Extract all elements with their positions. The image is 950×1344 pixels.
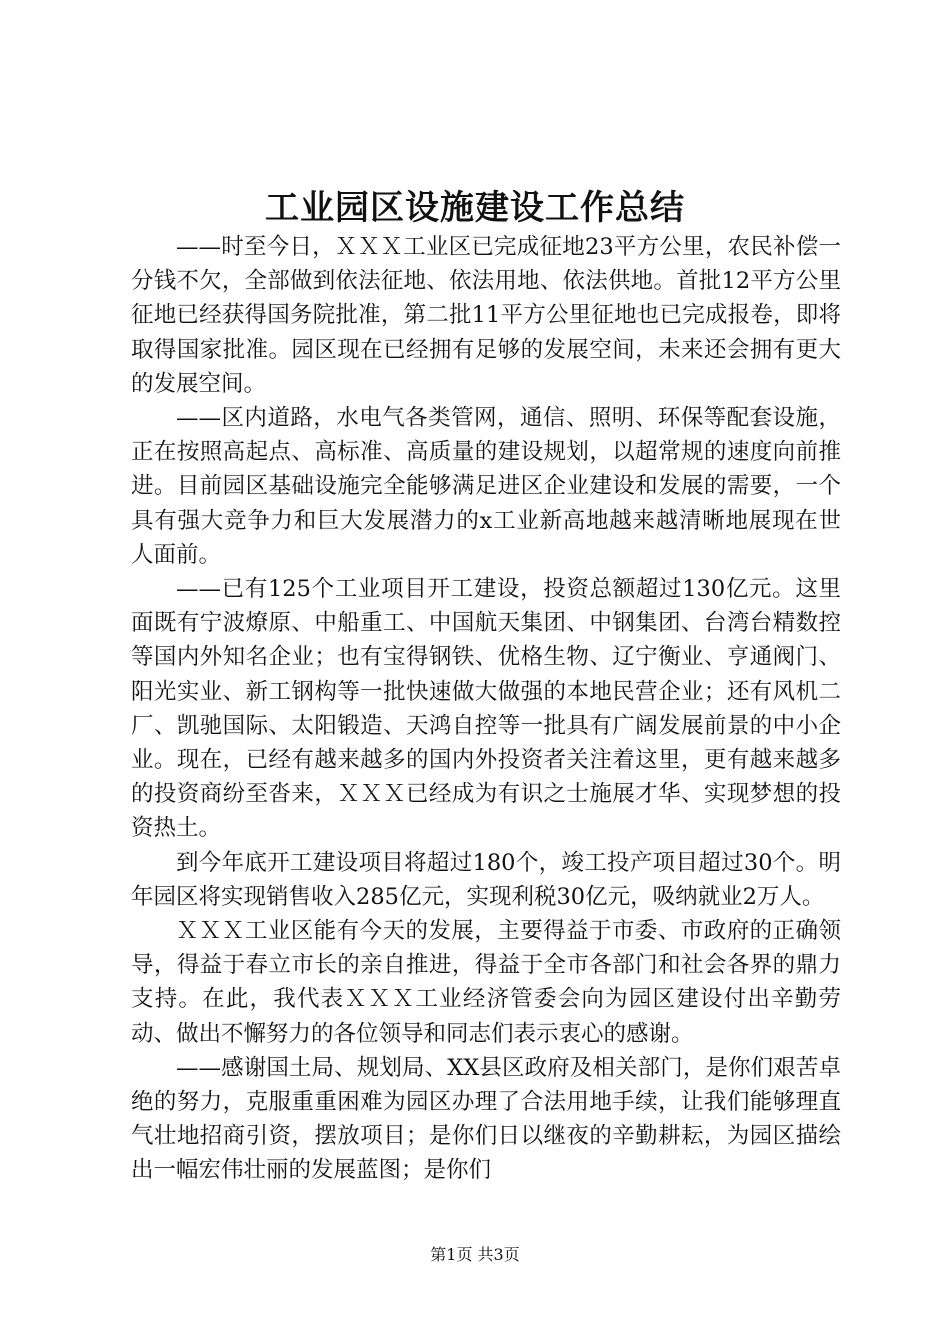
paragraph-6: ——感谢国土局、规划局、XX县区政府及相关部门，是你们艰苦卓绝的努力，克服重重困难为园区办理了合法用地手续，让我们能够理直气壮地招商引资，摆放项目；是你们日以继夜的辛勤耕耘，为园区描绘出一幅宏伟壮丽的发展蓝图；是你们 <box>131 1054 841 1184</box>
paragraph-3: ——已有125个工业项目开工建设，投资总额超过130亿元。这里面既有宁波燎原、中船重工、中国航天集团、中钢集团、台湾台精数控等国内外知名企业；也有宝得钢铁、优格生物、辽宁衡业、亨通阀门、阳光实业、新工钢构等一批快速做大做强的本地民营企业；还有风机二厂、凯驰国际、太阳锻造、天鸿自控等一批具有广阔发展前景的中小企业。现在，已经有越来越多的国内外投资者关注着这里，更有越来越多的投资商纷至沓来，ＸＸＸ已经成为有识之士施展才华、实现梦想的投资热土。 <box>131 576 841 842</box>
paragraph-1: ——时至今日，ＸＸＸ工业区已完成征地23平方公里，农民补偿一分钱不欠，全部做到依法征地、依法用地、依法供地。首批12平方公里征地已经获得国务院批准，第二批11平方公里征地也已完成报卷，即将取得国家批准。园区现在已经拥有足够的发展空间，未来还会拥有更大的发展空间。 <box>131 234 841 397</box>
paragraph-5: ＸＸＸ工业区能有今天的发展，主要得益于市委、市政府的正确领导，得益于春立市长的亲自推进，得益于全市各部门和社会各界的鼎力支持。在此，我代表ＸＸＸ工业经济管委会向为园区建设付出辛勤劳动、做出不懈努力的各位领导和同志们表示衷心的感谢。 <box>131 918 841 1047</box>
document-body <box>131 230 841 1188</box>
paragraph-4: 到今年底开工建设项目将超过180个，竣工投产项目超过30个。明年园区将实现销售收入285亿元，实现利税30亿元，吸纳就业2万人。 <box>131 849 841 910</box>
paragraph-2: ——区内道路，水电气各类管网，通信、照明、环保等配套设施，正在按照高起点、高标准、高质量的建设规划，以超常规的速度向前推进。目前园区基础设施完全能够满足进区企业建设和发展的需要，一个具有强大竞争力和巨大发展潜力的x工业新高地越来越清晰地展现在世人面前。 <box>131 405 841 568</box>
page-number-footer: 第1页 共3页 <box>430 1245 520 1264</box>
document-title: 工业园区设施建设工作总结 <box>265 188 685 228</box>
